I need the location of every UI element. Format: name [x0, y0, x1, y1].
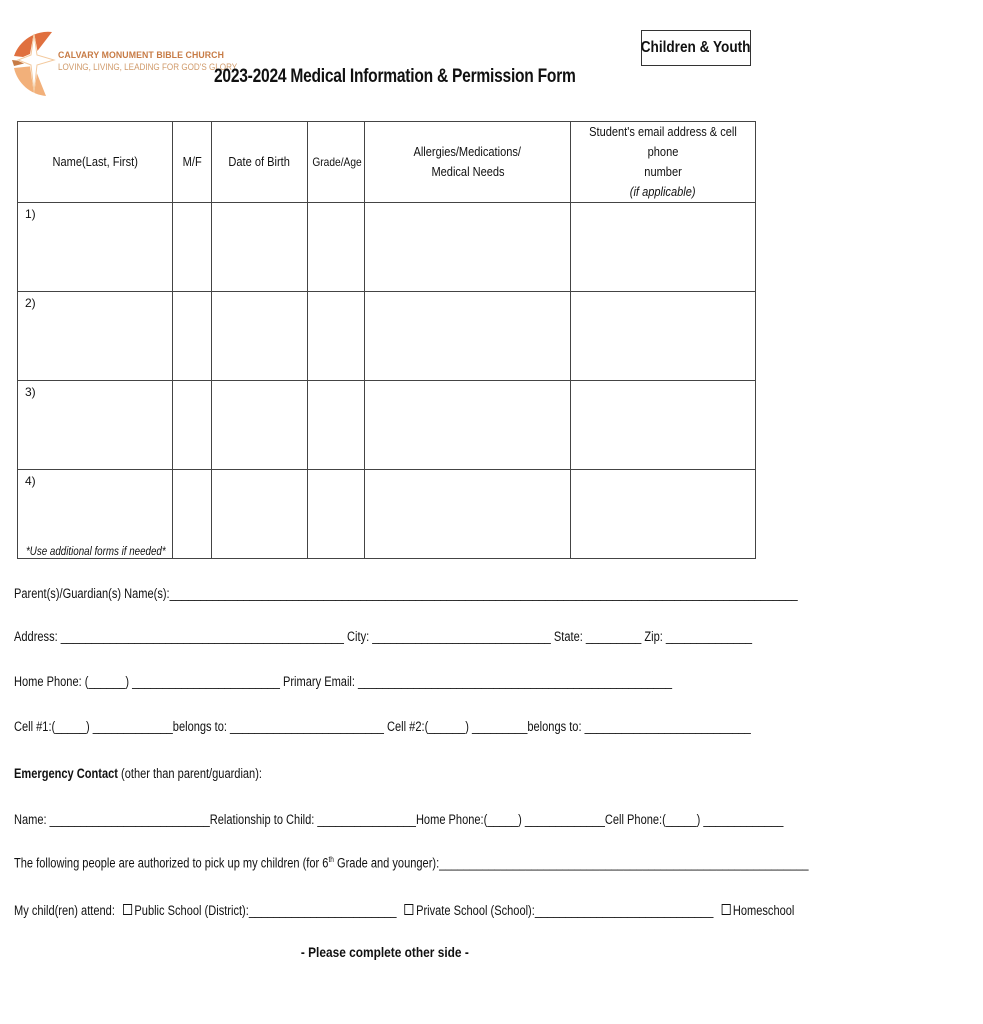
- allergies-cell[interactable]: [365, 292, 571, 381]
- church-tagline: LOVING, LIVING, LEADING FOR GOD'S GLORY: [58, 62, 238, 72]
- church-logo: [10, 24, 56, 100]
- table-row: [18, 203, 756, 292]
- dob-cell[interactable]: [212, 470, 308, 559]
- col-header-dob: Date of Birth: [212, 122, 308, 203]
- homeschool-label: Homeschool: [732, 903, 795, 918]
- private-school-checkbox[interactable]: [405, 904, 414, 915]
- grade-cell[interactable]: [308, 381, 365, 470]
- school-attendance-field: [14, 903, 795, 918]
- allergies-cell[interactable]: [365, 470, 571, 559]
- authorized-pickup-field[interactable]: The following people are authorized to pick up my children (for 6th Grade and younger):____________________________________________________________: [14, 855, 809, 871]
- public-school-label: Public School (District):________________________: [134, 903, 397, 918]
- grade-cell[interactable]: [308, 470, 365, 559]
- dob-cell[interactable]: [212, 292, 308, 381]
- emergency-contact-heading: Emergency Contact (other than parent/guardian):: [14, 766, 262, 781]
- sex-cell[interactable]: [173, 292, 212, 381]
- table-row: [18, 381, 756, 470]
- additional-forms-note: *Use additional forms if needed*: [26, 546, 166, 558]
- private-school-label: Private School (School):_____________________________: [416, 903, 714, 918]
- col-header-allergies: Allergies/Medications/ Medical Needs: [365, 122, 571, 203]
- contact-cell[interactable]: [571, 203, 756, 292]
- program-badge: Children & Youth: [641, 30, 751, 66]
- dob-cell[interactable]: [212, 381, 308, 470]
- form-title: 2023-2024 Medical Information & Permission Form: [214, 66, 576, 87]
- row-number: 2): [25, 296, 36, 310]
- col-header-name: Name(Last, First): [18, 122, 173, 203]
- name-cell[interactable]: [18, 292, 173, 381]
- grade-cell[interactable]: [308, 203, 365, 292]
- col-header-contact: Student's email address & cell phone number (if applicable): [571, 122, 756, 203]
- table-header-row: [18, 122, 756, 203]
- row-number: 1): [25, 207, 36, 221]
- row-number: 3): [25, 385, 36, 399]
- contact-cell[interactable]: [571, 292, 756, 381]
- dob-cell[interactable]: [212, 203, 308, 292]
- row-number: 4): [25, 474, 36, 488]
- address-field[interactable]: Address: ______________________________________________ City: _____________________________ State: _________ Zip: ______________: [14, 629, 753, 644]
- col-header-sex: M/F: [173, 122, 212, 203]
- attend-label: My child(ren) attend:: [14, 903, 115, 918]
- name-cell[interactable]: [18, 203, 173, 292]
- sex-cell[interactable]: [173, 203, 212, 292]
- allergies-cell[interactable]: [365, 203, 571, 292]
- public-school-checkbox[interactable]: [123, 904, 132, 915]
- col-header-grade: Grade/Age: [308, 122, 365, 203]
- contact-cell[interactable]: [571, 470, 756, 559]
- sex-cell[interactable]: [173, 470, 212, 559]
- guardian-name-field[interactable]: Parent(s)/Guardian(s) Name(s):______________________________________________________________________________________________________: [14, 586, 798, 601]
- contact-cell[interactable]: [571, 381, 756, 470]
- church-name: CALVARY MONUMENT BIBLE CHURCH: [58, 50, 224, 61]
- cell-phones-field[interactable]: Cell #1:(_____) _____________belongs to: _________________________ Cell #2:(______) _________belongs to: ___________________________: [14, 719, 751, 734]
- name-cell[interactable]: [18, 381, 173, 470]
- complete-other-side-note: - Please complete other side -: [301, 944, 469, 960]
- home-phone-email-field[interactable]: Home Phone: (______) ________________________ Primary Email: ___________________________________________________: [14, 674, 673, 689]
- emergency-contact-field[interactable]: Name: __________________________Relationship to Child: ________________Home Phone:(_____) _____________Cell Phone:(_____) _____________: [14, 812, 784, 827]
- grade-cell[interactable]: [308, 292, 365, 381]
- allergies-cell[interactable]: [365, 381, 571, 470]
- logo-segment-bottom: [14, 66, 46, 96]
- table-row: [18, 292, 756, 381]
- student-table: [17, 121, 756, 559]
- sex-cell[interactable]: [173, 381, 212, 470]
- homeschool-checkbox[interactable]: [721, 904, 730, 915]
- emergency-contact-label: Emergency Contact: [14, 766, 118, 781]
